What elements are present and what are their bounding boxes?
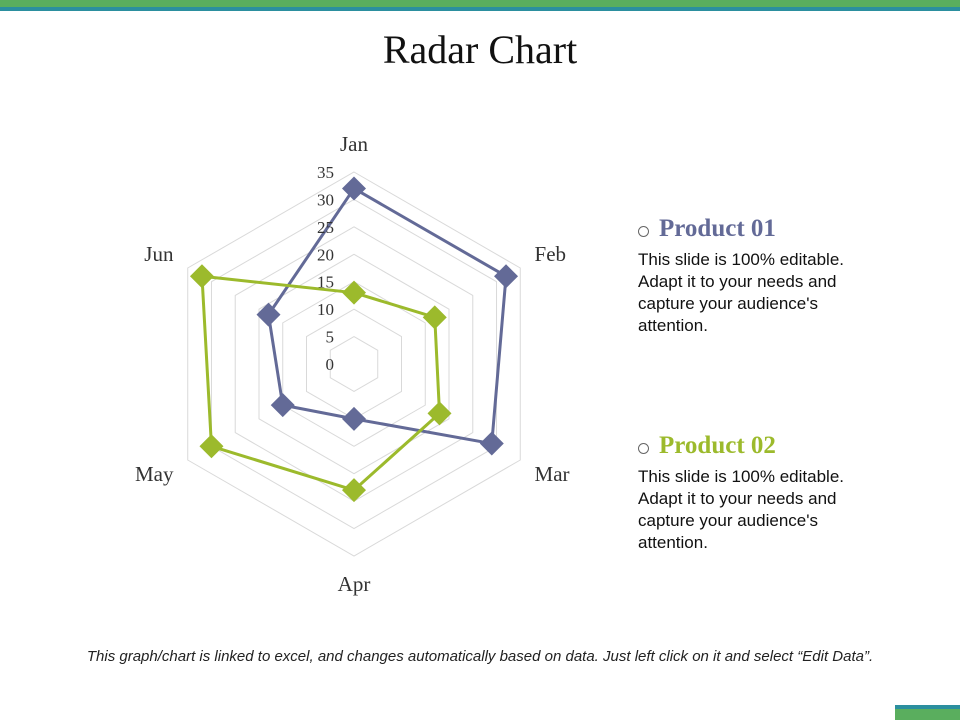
radar-series-layer xyxy=(190,176,518,502)
axis-label-apr: Apr xyxy=(337,572,371,596)
tick-label: 20 xyxy=(317,245,334,265)
legend-description: This slide is 100% editable. Adapt it to your needs and capture your audience's attention. xyxy=(638,467,845,552)
data-point-marker xyxy=(256,303,280,327)
data-point-marker xyxy=(342,176,366,200)
footer-note: This graph/chart is linked to excel, and changes automatically based on data. Just left click on it and select “Edit Data”. xyxy=(86,648,874,665)
data-point-marker xyxy=(190,264,214,288)
data-point-marker xyxy=(423,305,447,329)
tick-label: 5 xyxy=(325,327,334,347)
slide-title: Radar Chart xyxy=(382,27,578,72)
bottom-accent-bar xyxy=(895,709,960,720)
tick-label: 30 xyxy=(317,190,334,210)
axis-label-mar: Mar xyxy=(534,462,570,486)
data-point-marker xyxy=(342,281,366,305)
tick-label: 25 xyxy=(317,217,334,237)
legend-product-01 xyxy=(638,215,898,337)
data-point-marker xyxy=(199,434,223,458)
axis-label-jan: Jan xyxy=(340,132,368,156)
legend-name: Product 02 xyxy=(659,432,776,459)
tick-label: 35 xyxy=(317,163,334,182)
axis-label-jun: Jun xyxy=(144,242,174,266)
data-point-marker xyxy=(494,264,518,288)
tick-label: 15 xyxy=(317,272,334,292)
legend-name: Product 01 xyxy=(659,215,776,242)
tick-label: 0 xyxy=(325,355,334,374)
radar-tick-labels xyxy=(317,163,334,374)
axis-label-feb: Feb xyxy=(534,242,567,266)
legend-bullet-icon xyxy=(638,226,649,237)
axis-label-may: May xyxy=(134,462,174,486)
legend-product-02 xyxy=(638,432,898,554)
grid-ring xyxy=(330,337,378,392)
legend-bullet-icon xyxy=(638,443,649,454)
data-point-marker xyxy=(480,432,504,456)
data-point-marker xyxy=(271,393,295,417)
tick-label: 10 xyxy=(317,300,334,320)
grid-ring xyxy=(306,309,401,419)
data-point-marker xyxy=(342,407,366,431)
radar-axis-labels xyxy=(135,132,570,596)
legend-description: This slide is 100% editable. Adapt it to your needs and capture your audience's attention. xyxy=(638,250,845,335)
series-line xyxy=(268,188,506,443)
